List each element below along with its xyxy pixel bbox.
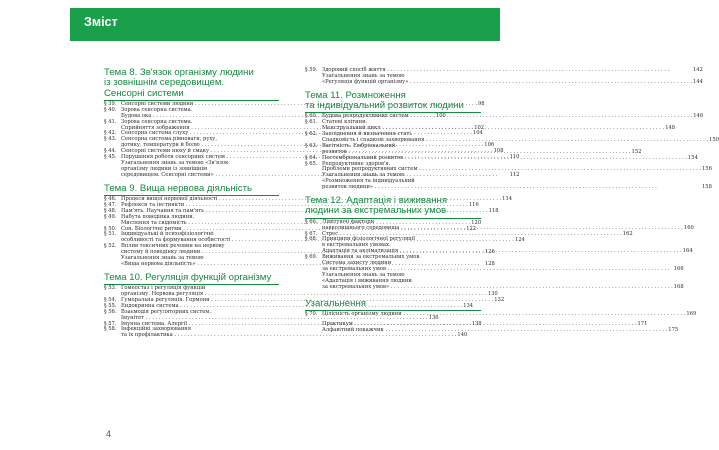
toc-entry[interactable]: [305, 67, 703, 86]
topic-heading-line: людини за екстремальних умов: [305, 205, 447, 217]
page-ref: 152: [631, 148, 642, 155]
entry-title: Зорова сенсорна система.: [121, 106, 193, 113]
entry-text: [322, 237, 693, 255]
section-number: § 40.: [104, 106, 117, 113]
page-ref: 114: [502, 195, 513, 202]
entry-title: середовищем. Сенсорні системи» . . .: [121, 172, 497, 178]
page-ref: 124: [514, 237, 525, 244]
section-number: § 55.: [104, 302, 117, 309]
entry-text: [322, 255, 684, 290]
page-ref: 126: [484, 249, 495, 256]
entry-line: [322, 285, 684, 291]
entry-title: Репродуктивне здоров'я.: [322, 160, 391, 167]
page-ref: 175: [668, 326, 679, 333]
section-number: § 46.: [104, 195, 117, 202]
entry-line: [322, 328, 678, 334]
entry-title: в екстремальних умовах.: [322, 242, 391, 249]
section-number: § 49.: [104, 213, 117, 220]
page-ref: 169: [686, 310, 697, 317]
topic-heading: [104, 184, 279, 196]
page-ref: 112: [509, 171, 520, 178]
entry-title: Ендокринна система . . .: [121, 303, 462, 309]
section-number: § 53.: [104, 285, 117, 292]
entry-title: Вплив токсичних речовин на нервову: [121, 243, 225, 250]
entry-title: Гомеостаз і регуляція функцій: [121, 285, 206, 292]
section-number: § 52.: [104, 243, 117, 250]
entry-text: [322, 68, 703, 86]
section-number: § 70.: [305, 310, 318, 317]
entry-title: Сенсорна система рівноваги, руху,: [121, 136, 217, 143]
entry-title: Здоровий спосіб життя . . .: [322, 67, 669, 73]
entry-title: Рефлекси та інстинкти . . .: [121, 202, 468, 208]
entry-title: Узагальнення знань за темою «Зв'язок: [121, 159, 229, 166]
page-ref: 158: [701, 184, 712, 191]
entry-title: Адаптація та акліматизація . . .: [322, 248, 682, 254]
page-ref: 140: [457, 332, 468, 339]
entry-title: Сенсорні системи людини . . .: [121, 101, 477, 107]
section-number: § 50.: [104, 225, 117, 232]
page-ref: 122: [466, 225, 477, 232]
section-number: § 60.: [305, 113, 318, 120]
topic-heading-line: із зовнішнім середовищем.: [104, 77, 225, 89]
page-ref: 100: [435, 112, 446, 119]
entry-title: Запліднення й визначення статі.: [322, 131, 413, 138]
entry-line-text: [322, 185, 701, 191]
topic-heading: [104, 273, 279, 285]
page-ref: 144: [693, 78, 703, 85]
page-ref: 150: [709, 136, 719, 143]
toc-entry[interactable]: [305, 326, 679, 334]
section-number: § 66.: [305, 218, 318, 225]
page-ref: 162: [622, 230, 633, 237]
topic-heading: [305, 91, 481, 114]
page-ref: 104: [472, 130, 483, 137]
entry-title: дотику, температури й болю . . .: [121, 142, 483, 148]
entry-text: [322, 312, 696, 318]
entry-title: Алфавітний покажчик . . .: [322, 327, 667, 333]
entry-title: Порушення роботи сенсорних систем . . .: [121, 154, 509, 160]
page-ref: 156: [701, 166, 712, 173]
entry-title: навколишнього середовища . . .: [322, 225, 683, 231]
entry-title: Лімітуючі фактори: [322, 218, 375, 225]
section-number: § 47.: [104, 201, 117, 208]
section-number: § 61.: [305, 119, 318, 126]
entry-title: Узагальнення знань за темою: [322, 172, 405, 179]
entry-title: Індивідуальні й психофізіологічні: [121, 231, 214, 238]
section-number: § 57.: [104, 320, 117, 327]
entry-title: Проблеми репродуктивних систем . . .: [322, 166, 701, 172]
page-ref: 146: [693, 113, 704, 120]
entry-title: Стрес . . .: [322, 231, 622, 237]
section-number: § 44.: [104, 148, 117, 155]
entry-title: «Регуляція функцій організму» . . .: [322, 79, 692, 85]
entry-line-text: [322, 285, 673, 291]
topic-heading: [305, 299, 481, 311]
section-number: § 42.: [104, 130, 117, 137]
entry-title: особливості та формування особистості . . .: [121, 237, 514, 243]
section-header: [70, 8, 500, 41]
entry-text: [322, 162, 712, 192]
entry-title: Сон. Біологічні ритми . . .: [121, 226, 465, 232]
entry-title: Імунітет . . .: [121, 315, 428, 321]
entry-title: Зорова сенсорна система.: [121, 118, 193, 125]
entry-title: організму людини із зовнішнім: [121, 165, 208, 172]
page-ref: 138: [471, 320, 482, 327]
entry-title: Сприйняття зображення . . .: [121, 125, 473, 131]
entry-title: Менструальний цикл . . .: [322, 125, 664, 131]
entry-title: Практикум . . .: [322, 321, 636, 327]
entry-title: Статеві клітини.: [322, 119, 368, 126]
section-number: § 45.: [104, 154, 117, 161]
topic-heading-line: Тема 10. Регуляція функцій організму: [104, 271, 272, 283]
section-number: § 54.: [104, 296, 117, 303]
page-ref: 168: [673, 283, 684, 290]
section-number: § 63.: [305, 142, 318, 149]
topic-heading-line: Узагальнення: [305, 297, 366, 309]
topic-heading: [305, 196, 481, 219]
section-number: § 51.: [104, 231, 117, 238]
entry-title: за екстремальних умов» . . .: [322, 284, 673, 290]
entry-title: «Вища нервова діяльність» . . .: [121, 261, 479, 267]
topic-heading-line: Тема 11. Розмноження: [305, 89, 406, 101]
entry-title: та їх профілактика . . .: [121, 332, 456, 338]
entry-title: Імунна система. Алергії . . .: [121, 321, 471, 327]
entry-title: Постембріональний розвиток . . .: [322, 155, 687, 161]
entry-title: Виживання за екстремальних умов.: [322, 254, 421, 261]
entry-title: Процеси вищої нервової діяльності . . .: [121, 196, 501, 202]
entry-title: Вагітність. Ембріональний: [322, 142, 396, 149]
page-ref: 164: [682, 248, 693, 255]
section-number: § 59.: [305, 67, 318, 73]
entry-title: Пам'ять. Научання та пам'ять . . .: [121, 208, 488, 214]
page-ref: 132: [494, 296, 505, 303]
entry-title: Будова репродуктивних систем . . .: [322, 113, 692, 119]
entry-title: «Розмноження та індивідуальний: [322, 178, 415, 185]
entry-line-text: [322, 328, 667, 334]
entry-line: [121, 333, 467, 339]
entry-title: систему й поведінку людини . . .: [121, 249, 484, 255]
topic-heading-line: Тема 8. Зв'язок організму людини: [104, 67, 254, 78]
section-number: § 64.: [305, 154, 318, 161]
header-title: Зміст: [84, 15, 118, 29]
topic-heading-line: Сенсорні системи: [104, 87, 184, 99]
topic-heading-line: Тема 9. Вища нервова діяльність: [104, 182, 252, 194]
toc-entry[interactable]: [305, 310, 697, 318]
entry-line-text: [322, 312, 685, 318]
entry-line: [322, 312, 696, 318]
topic-heading: [104, 68, 279, 101]
entry-title: Набута поведінка людини.: [121, 213, 195, 220]
entry-title: Взаємодія регуляторних систем.: [121, 308, 211, 315]
page-ref: 98: [477, 100, 485, 107]
page-ref: 108: [493, 148, 504, 155]
page-ref: 118: [488, 207, 499, 214]
page-ref: 116: [468, 201, 479, 208]
page-ref: 160: [683, 224, 694, 231]
entry-title: Спадковість і спадкові захворювання . . .: [322, 137, 708, 143]
entry-title: розвиток . . .: [322, 149, 631, 155]
entry-title: Інфекційні захворювання: [121, 326, 192, 333]
section-number: § 48.: [104, 207, 117, 214]
entry-title: «Адаптація і виживання людини: [322, 277, 412, 284]
section-number: § 65.: [305, 160, 318, 167]
page-ref: 134: [463, 302, 474, 309]
topic-heading-line: Тема 12. Адаптація і виживання: [305, 195, 448, 207]
page-number: 4: [106, 429, 112, 439]
entry-title: Узагальнення знань за темою: [322, 72, 405, 79]
page-ref: 154: [687, 154, 698, 161]
entry-line-text: [322, 80, 692, 86]
section-number: § 56.: [104, 308, 117, 315]
entry-title: розвиток людини» . . .: [322, 184, 657, 190]
section-number: [305, 328, 322, 334]
section-number: § 67.: [305, 230, 318, 237]
entry-title: організму. Нервова регуляція . . .: [121, 291, 487, 297]
page-ref: 142: [693, 67, 703, 73]
page-ref: 166: [673, 265, 684, 272]
page-ref: 106: [484, 142, 495, 149]
entry-title: Система захисту людини: [322, 260, 392, 267]
section-number: § 69.: [305, 254, 318, 261]
section-number: § 58.: [104, 326, 117, 333]
page-ref: 102: [474, 124, 485, 131]
section-number: § 41.: [104, 118, 117, 125]
entry-title: Будова ока . . .: [121, 113, 435, 119]
section-number: § 62.: [305, 131, 318, 138]
entry-title: Мислення та свідомість . . .: [121, 220, 470, 226]
entry-line-text: [121, 333, 456, 339]
entry-title: за екстремальних умов . . .: [322, 266, 670, 272]
entry-line: [322, 80, 703, 86]
entry-title: Сенсорні системи нюху й смаку . . .: [121, 148, 493, 154]
entry-title: Принципи фізіологічної регуляції: [322, 236, 415, 243]
page-ref: 136: [428, 314, 439, 321]
topic-heading-line: та індивідуальний розвиток людини: [305, 100, 464, 112]
section-number: § 43.: [104, 136, 117, 143]
entry-title: Узагальнення знань за темою: [322, 271, 405, 278]
page-ref: 128: [484, 260, 495, 267]
section-number: § 39.: [104, 100, 117, 107]
entry-title: Гуморальна регуляція. Гормони . . .: [121, 297, 493, 303]
page-ref: 110: [509, 154, 520, 161]
entry-title: Цілісність організму людини . . .: [322, 311, 685, 317]
page-ref: 130: [487, 291, 498, 298]
section-number: § 68.: [305, 236, 318, 243]
page-ref: 171: [637, 320, 648, 327]
page-ref: 148: [665, 125, 676, 132]
entry-title: Узагальнення знань за темою: [121, 255, 204, 262]
page-ref: 120: [471, 219, 482, 226]
entry-line: [322, 185, 712, 191]
entry-text: [322, 328, 678, 334]
entry-title: Сенсорна система слуху . . .: [121, 130, 472, 136]
